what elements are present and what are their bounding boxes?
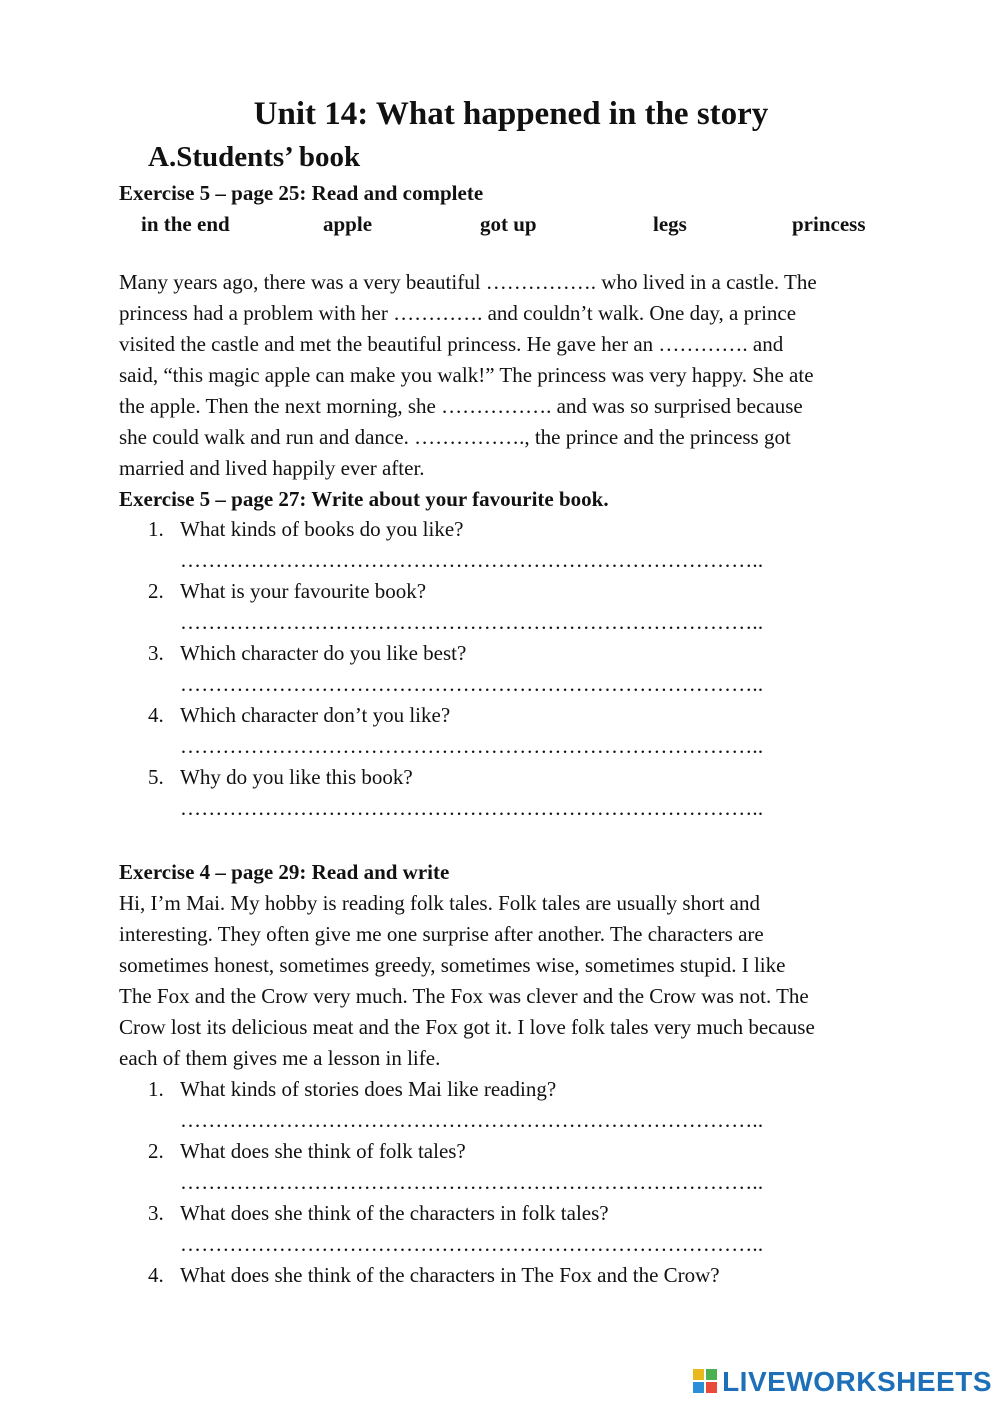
question-item (0, 1201, 1000, 1263)
passage-line: interesting. They often give me one surprise after another. The characters are (119, 922, 764, 946)
answer-blank[interactable]: ……………………………………………………………………….. (180, 1170, 764, 1194)
question-text: What does she think of the characters in folk tales? (180, 1201, 609, 1225)
question-text: What is your favourite book? (180, 579, 427, 603)
word-bank-item: princess (792, 212, 866, 236)
question-number: 4. (148, 1263, 164, 1287)
passage-line: she could walk and run and dance. ……………., the prince and the princess got (119, 425, 791, 449)
question-item (0, 517, 1000, 579)
word-bank-item: got up (480, 212, 537, 236)
answer-blank[interactable]: ……………………………………………………………………….. (180, 672, 764, 696)
exercise-2-questions (0, 517, 1000, 827)
question-text: Which character don’t you like? (180, 703, 451, 727)
question-number: 1. (148, 1077, 164, 1101)
liveworksheets-logo-icon (693, 1369, 719, 1395)
word-bank-item: legs (653, 212, 687, 236)
exercise-3-heading: Exercise 4 – page 29: Read and write (119, 860, 450, 884)
passage-line: said, “this magic apple can make you walk!” The princess was very happy. She ate (119, 363, 814, 387)
question-text: Which character do you like best? (180, 641, 467, 665)
question-number: 2. (148, 579, 164, 603)
answer-blank[interactable]: ……………………………………………………………………….. (180, 548, 764, 572)
page-title: Unit 14: What happened in the story (253, 96, 769, 132)
word-bank (0, 212, 1000, 240)
question-item (0, 765, 1000, 827)
passage-line: married and lived happily ever after. (119, 456, 425, 480)
exercise-2-heading: Exercise 5 – page 27: Write about your favourite book. (119, 487, 609, 511)
question-item (0, 579, 1000, 641)
passage-line: Many years ago, there was a very beautiful ……………. who lived in a castle. The (119, 270, 817, 294)
exercise-3-questions (0, 1077, 1000, 1325)
question-text: What kinds of books do you like? (180, 517, 464, 541)
question-number: 3. (148, 641, 164, 665)
exercise-1-passage (119, 267, 919, 484)
word-bank-item: in the end (141, 212, 230, 236)
word-bank-item: apple (323, 212, 373, 236)
passage-line: sometimes honest, sometimes greedy, sometimes wise, sometimes stupid. I like (119, 953, 786, 977)
exercise-3-passage (119, 888, 919, 1074)
answer-blank[interactable]: ……………………………………………………………………….. (180, 796, 764, 820)
logo-text: LIVEWORKSHEETS (722, 1366, 992, 1397)
question-number: 1. (148, 517, 164, 541)
passage-line: The Fox and the Crow very much. The Fox was clever and the Crow was not. The (119, 984, 809, 1008)
exercise-1-heading: Exercise 5 – page 25: Read and complete (119, 181, 484, 205)
answer-blank[interactable]: ……………………………………………………………………….. (180, 1232, 764, 1256)
question-number: 5. (148, 765, 164, 789)
question-item (0, 1263, 1000, 1325)
question-number: 2. (148, 1139, 164, 1163)
passage-line: each of them gives me a lesson in life. (119, 1046, 441, 1070)
answer-blank[interactable]: ……………………………………………………………………….. (180, 734, 764, 758)
question-text: What kinds of stories does Mai like reading? (180, 1077, 557, 1101)
passage-line: princess had a problem with her …………. and couldn’t walk. One day, a prince (119, 301, 797, 325)
question-item (0, 1139, 1000, 1201)
section-subtitle: A.Students’ book (148, 141, 361, 173)
answer-blank[interactable]: ……………………………………………………………………….. (180, 610, 764, 634)
question-text: What does she think of the characters in The Fox and the Crow? (180, 1263, 720, 1287)
answer-blank[interactable]: ……………………………………………………………………….. (180, 1108, 764, 1132)
passage-line: the apple. Then the next morning, she ……………. and was so surprised because (119, 394, 803, 418)
passage-line: Crow lost its delicious meat and the Fox got it. I love folk tales very much because (119, 1015, 815, 1039)
question-number: 3. (148, 1201, 164, 1225)
liveworksheets-logo[interactable] (693, 1367, 992, 1397)
question-item (0, 641, 1000, 703)
question-item (0, 703, 1000, 765)
passage-line: visited the castle and met the beautiful princess. He gave her an …………. and (119, 332, 784, 356)
question-text: What does she think of folk tales? (180, 1139, 466, 1163)
question-number: 4. (148, 703, 164, 727)
question-item (0, 1077, 1000, 1139)
passage-line: Hi, I’m Mai. My hobby is reading folk tales. Folk tales are usually short and (119, 891, 760, 915)
question-text: Why do you like this book? (180, 765, 413, 789)
